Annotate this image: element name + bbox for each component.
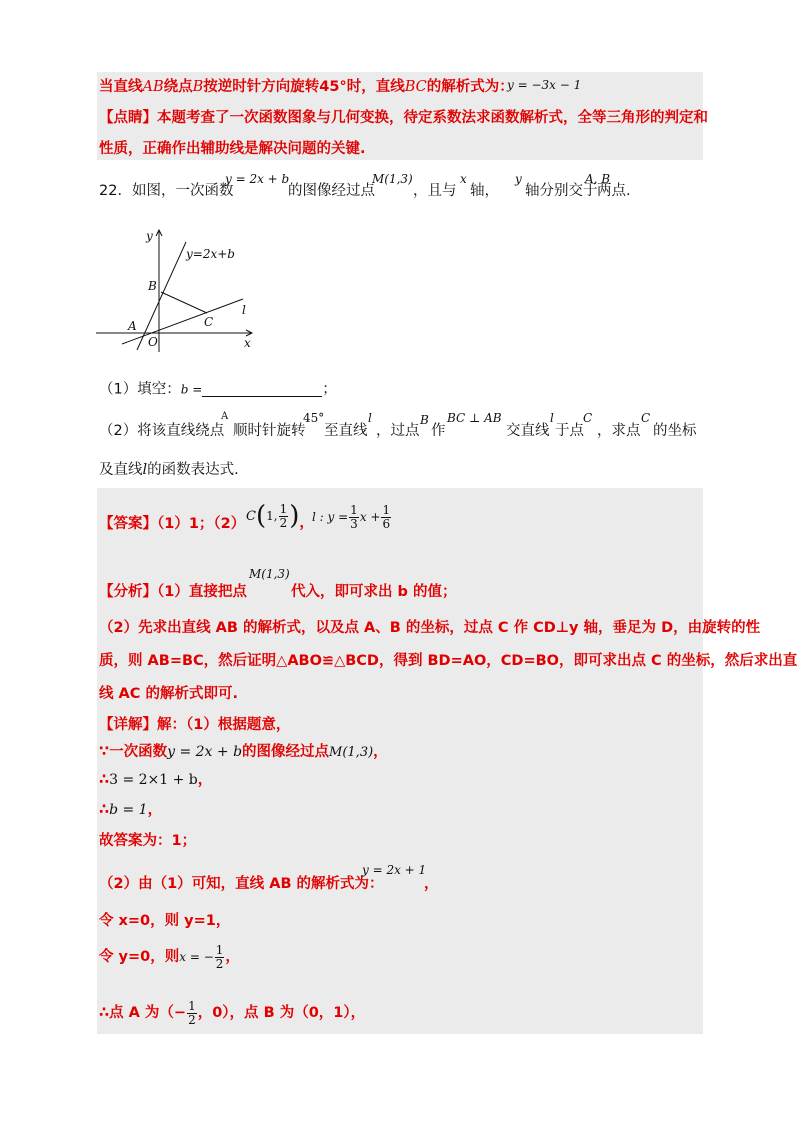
analysis-line1	[99, 585, 247, 600]
line-ab	[137, 242, 186, 350]
dianjing-text1: 本题考查了一次函数图象与几何变换，待定系数法求函数解析式，全等三角形的判定和	[157, 110, 708, 126]
label-x-axis: x	[244, 336, 251, 350]
part2-deg: 45°	[303, 411, 325, 425]
l-frac2	[381, 504, 391, 530]
paren-right: )	[289, 501, 300, 531]
top-formula: y = −3x − 1	[507, 78, 582, 92]
q22-point: M(1,3)	[372, 172, 413, 186]
part1-label: （1）填空：	[99, 381, 181, 398]
label-point-b: B	[148, 279, 157, 293]
l-den2: 6	[382, 516, 391, 531]
detail-s3	[99, 803, 162, 818]
answer-comma: ，	[299, 514, 314, 531]
top-line	[99, 80, 514, 95]
s7-eq: x = −	[179, 950, 214, 964]
l-mid: x +	[359, 510, 381, 524]
l-frac1	[349, 504, 359, 530]
s7-frac	[215, 944, 225, 970]
var-ab: AB	[142, 79, 164, 95]
part2-line2	[99, 463, 239, 478]
s7-end: ，	[225, 948, 240, 965]
q22-number: 22．如图，一次函数	[99, 183, 234, 199]
detail-s5-eq: y = 2x + 1	[362, 863, 427, 877]
analysis-t2: 代入，即可求出 b 的值；	[291, 584, 457, 600]
analysis-p2-line1: （2）先求出直线 AB 的解析式，以及点 A、B 的坐标，过点 C 作 CD⊥y 轴，垂足为 D，由旋转的性	[99, 620, 761, 636]
l-num: 1	[350, 502, 358, 517]
c-y-den: 2	[279, 515, 288, 530]
graph-figure	[90, 222, 270, 362]
c-x: 1,	[266, 509, 278, 523]
s7-pre: 令 y=0，则	[99, 948, 180, 965]
part2-t2: 顺时针旋转	[233, 423, 306, 439]
s2-pre: ∴	[99, 772, 110, 788]
s1-end: ，	[373, 744, 388, 760]
s8-frac	[187, 1000, 197, 1026]
s2-end: ，	[197, 772, 213, 788]
answer-line	[99, 517, 245, 532]
part2-t1: （2）将该直线绕点	[99, 423, 225, 439]
s8-den: 2	[188, 1012, 196, 1027]
s1-func: y = 2x + b	[167, 744, 243, 760]
part2-t6: 交直线	[506, 423, 550, 439]
part2-a: A	[221, 411, 229, 422]
analysis-t1: （1）直接把点	[157, 584, 247, 600]
q22-x: x	[460, 172, 467, 186]
answer-text: （1）1；（2）	[157, 516, 246, 532]
part2-c: C	[583, 411, 593, 425]
s2-eq: 3 = 2×1 + b	[109, 772, 198, 788]
part2-l: l	[368, 411, 372, 425]
text: 的解析式为：	[426, 79, 514, 95]
answer-blank[interactable]	[202, 382, 322, 397]
detail-tag: 【详解】	[99, 717, 157, 733]
analysis-p2-line3: 线 AC 的解析式即可.	[99, 686, 238, 702]
label-point-a: A	[128, 319, 137, 333]
answer-line-l	[312, 502, 392, 532]
detail-s5: （2）由（1）可知，直线 AB 的解析式为：	[99, 876, 384, 892]
s7-num: 1	[215, 942, 224, 957]
part2-l3: l	[142, 462, 148, 478]
s1-pre: ∵一次函数	[99, 744, 168, 760]
part1-var: b =	[180, 382, 203, 397]
detail-s1	[99, 745, 388, 760]
analysis-p2-line2: 质，则 AB=BC，然后证明△ABO≌△BCD，得到 BD=AO，CD=BO，即可求出点 C 的坐标，然后求出直	[99, 653, 798, 669]
detail-s5-end: ，	[424, 876, 439, 892]
part2-t9: 的坐标	[653, 423, 697, 439]
c-y-num: 1	[279, 501, 288, 516]
c-y-frac	[279, 503, 289, 529]
part2-t5: 作	[431, 423, 446, 439]
part2-t11: 的函数表达式.	[147, 462, 239, 478]
s8-mid: ，0），点 B 为（0，1），	[197, 1004, 366, 1021]
q22-t1: 的图像经过点	[288, 183, 375, 199]
label-line-ab: y=2x+b	[186, 247, 235, 261]
l-den: 3	[350, 516, 358, 531]
q22-func: y = 2x + b	[225, 172, 290, 186]
analysis-tag: 【分析】	[99, 584, 157, 600]
var-b: B	[192, 79, 204, 95]
part1-line	[99, 382, 337, 397]
detail-s4: 故答案为：1；	[99, 833, 197, 849]
part2-perp: BC ⊥ AB	[447, 411, 502, 425]
s3-pre: ∴	[99, 802, 110, 818]
label-line-l: l	[242, 303, 246, 317]
dianjing-tag: 【点睛】	[99, 110, 157, 126]
s1-point: M(1,3)	[329, 745, 374, 760]
label-origin: O	[148, 335, 158, 349]
q22-t3: 轴，	[470, 183, 499, 199]
q22-t2: ，且与	[413, 183, 457, 199]
dianjing-line2: 性质，正确作出辅助线是解决问题的关键.	[99, 141, 366, 157]
answer-tag: 【答案】	[99, 516, 157, 532]
text: 当直线	[99, 79, 143, 95]
part2-t10: 及直线	[99, 462, 143, 478]
segment-bc	[161, 292, 207, 313]
part1-end: ；	[322, 381, 337, 398]
detail-s8	[99, 996, 365, 1030]
detail-s7	[99, 940, 240, 974]
line-l	[122, 299, 243, 344]
text: 按逆时针方向旋转45°时，直线	[203, 79, 405, 95]
detail-line1	[99, 718, 290, 733]
q22-t5: 两点.	[597, 183, 631, 199]
s8-pre: ∴点 A 为（−	[99, 1004, 187, 1021]
detail-s6: 令 x=0，则 y=1，	[99, 913, 231, 929]
s7-den: 2	[215, 956, 224, 971]
var-c: C	[246, 508, 256, 524]
s3-eq: b = 1	[109, 802, 148, 818]
part2-t8: ，求点	[597, 423, 641, 439]
var-bc: BC	[404, 79, 427, 95]
q22-ab: A, B	[585, 172, 611, 186]
label-y-axis: y	[146, 229, 153, 243]
s1-mid: 的图像经过点	[242, 744, 330, 760]
l-prefix: l : y =	[312, 510, 349, 524]
paren-left: (	[255, 501, 267, 531]
l-num2: 1	[382, 502, 391, 517]
s8-num: 1	[188, 998, 196, 1013]
s3-end: ，	[147, 802, 163, 818]
q22-y: y	[515, 172, 522, 186]
part2-t3: 至直线	[324, 423, 368, 439]
part2-t7: 于点	[555, 423, 584, 439]
part2-t4: ，过点	[376, 423, 420, 439]
part2-b: B	[420, 413, 429, 427]
part2-c2: C	[641, 411, 651, 425]
text: 绕点	[163, 79, 193, 95]
label-point-c: C	[204, 315, 214, 329]
q22-t4: 轴分别交于	[525, 183, 598, 199]
part2-l2: l	[550, 411, 554, 425]
detail-s2	[99, 773, 212, 788]
analysis-point: M(1,3)	[249, 567, 290, 581]
dianjing-line1	[99, 111, 708, 126]
answer-point-c	[246, 500, 314, 532]
detail-intro: 解：（1）根据题意，	[157, 717, 291, 733]
